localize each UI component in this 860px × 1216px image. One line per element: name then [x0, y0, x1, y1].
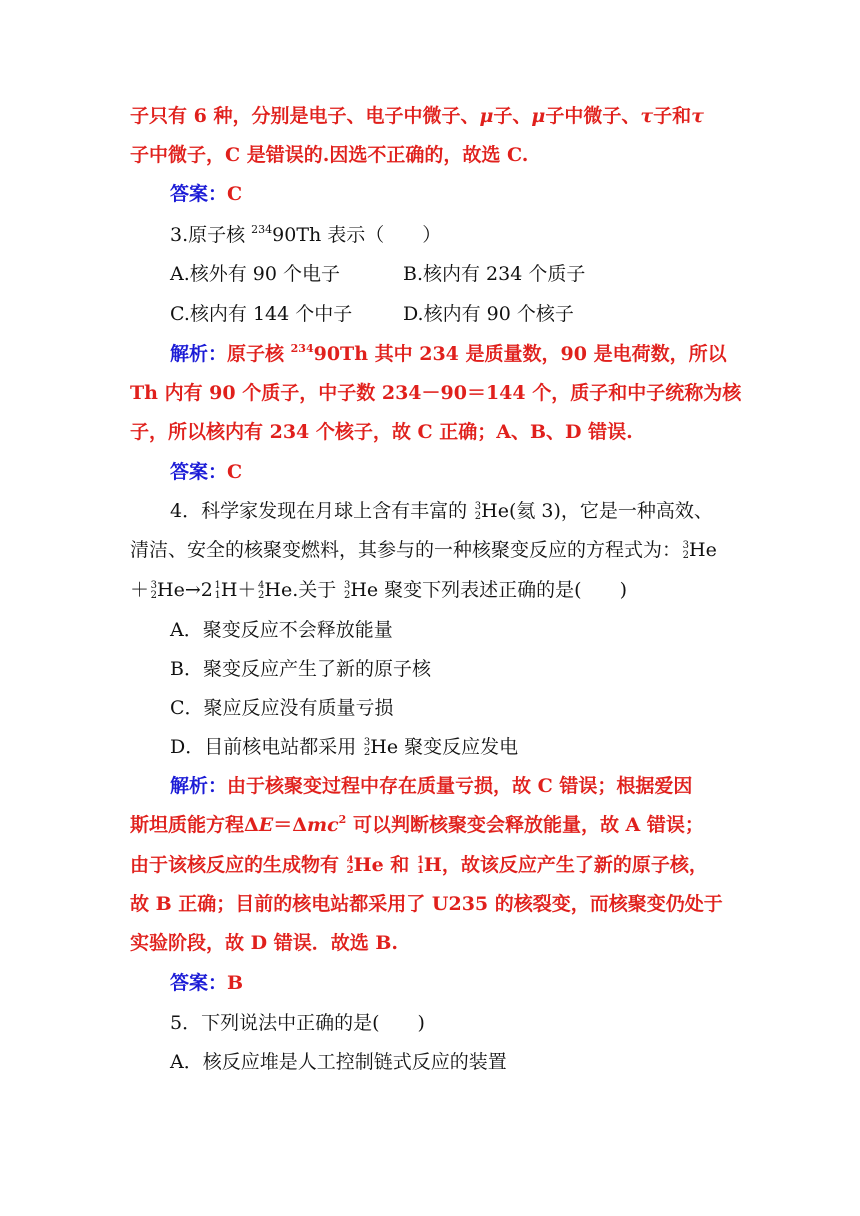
- explanation-4-line-3: [130, 852, 708, 878]
- charge-number: 2: [363, 747, 371, 758]
- mass-number-superscript: 234: [251, 223, 273, 236]
- charge-number: 2: [346, 865, 354, 876]
- text-segment: 90Th 表示（ ）: [272, 224, 442, 246]
- question-5: 5．下列说法中正确的是( ): [170, 1012, 425, 1034]
- mass-number: 4: [258, 580, 265, 591]
- text-segment: 4．科学家发现在月球上含有丰富的: [170, 500, 474, 522]
- question-3-option-c: C.核内有 144 个中子: [170, 303, 353, 325]
- charge-number: 1: [214, 590, 221, 601]
- tau-symbol: τ: [691, 105, 704, 127]
- answer-label: 答案：: [170, 183, 228, 205]
- question-4-line-2: [130, 537, 717, 563]
- question-3-option-a: A.核外有 90 个电子: [170, 263, 341, 285]
- charge-number: 2: [150, 590, 158, 601]
- isotope-he3: [149, 581, 157, 601]
- isotope-he3: [342, 581, 350, 601]
- text-segment: 子中微子、: [545, 105, 641, 127]
- explanation-3-line-1: [170, 341, 727, 370]
- text-segment: He(氦 3)，它是一种高效、: [481, 500, 713, 522]
- answer-block-1: [170, 181, 242, 207]
- energy-symbol: E: [258, 814, 274, 836]
- answer-block-4: [170, 970, 243, 996]
- mass-number: 1: [214, 580, 221, 591]
- charge-number: 2: [343, 590, 351, 601]
- text-segment: He 聚变反应发电: [370, 736, 519, 758]
- charge-number: 1: [416, 865, 424, 876]
- text-segment: H＋: [220, 579, 257, 601]
- answer-value: B: [227, 972, 244, 994]
- explanation-continuation-line-1: [130, 103, 704, 129]
- question-3-option-d: D.核内有 90 个核子: [403, 303, 574, 325]
- text-segment: 原子核: [227, 343, 291, 365]
- explanation-4-line-5: 实验阶段，故 D 错误．故选 B.: [130, 932, 398, 954]
- explanation-label: 解析：: [170, 343, 228, 365]
- question-5-option-a: A．核反应堆是人工控制链式反应的装置: [170, 1051, 507, 1073]
- explanation-continuation-line-2: 子中微子，C 是错误的.因选不正确的，故选 C.: [130, 144, 529, 166]
- explanation-3-line-2: Th 内有 90 个质子，中子数 234－90＝144 个，质子和中子统称为核: [130, 382, 742, 404]
- explanation-3-line-3: 子，所以核内有 234 个核子，故 C 正确；A、B、D 错误.: [130, 421, 633, 443]
- isotope-he3: [473, 502, 481, 522]
- isotope-he4: [256, 581, 264, 601]
- text-segment: 清洁、安全的核聚变燃料，其参与的一种核聚变反应的方程式为：: [130, 539, 682, 561]
- question-3: [170, 222, 441, 251]
- question-4-line-3: [130, 577, 627, 603]
- mass-number-superscript: 234: [290, 342, 314, 355]
- isotope-he4: [346, 856, 354, 876]
- text-segment: H，故该反应产生了新的原子核，: [423, 854, 708, 876]
- text-segment: 由于该核反应的生成物有: [130, 854, 346, 876]
- question-4-option-a: A．聚变反应不会释放能量: [170, 619, 393, 641]
- answer-value: C: [227, 461, 243, 483]
- text-segment: D．目前核电站都采用: [170, 736, 363, 758]
- explanation-4-line-2: [130, 812, 704, 841]
- mass-number: 3: [474, 501, 482, 512]
- charge-number: 2: [258, 590, 265, 601]
- tau-symbol: τ: [640, 105, 654, 127]
- answer-value: C: [227, 183, 243, 205]
- mass-c-symbol: mc: [306, 814, 339, 836]
- question-4-option-d: [170, 734, 518, 760]
- exponent: 2: [338, 813, 347, 826]
- answer-label: 答案：: [170, 461, 228, 483]
- text-segment: He.关于: [264, 579, 343, 601]
- mass-number: 1: [416, 855, 424, 866]
- isotope-h1: [213, 581, 221, 601]
- mass-number: 3: [150, 580, 158, 591]
- question-4-option-c: C．聚应反应没有质量亏损: [170, 697, 394, 719]
- explanation-label: 解析：: [170, 775, 228, 797]
- question-4-line-1: [170, 498, 713, 524]
- question-3-option-b: B.核内有 234 个质子: [403, 263, 586, 285]
- mu-symbol: μ: [479, 105, 494, 127]
- isotope-he3: [362, 738, 370, 758]
- text-segment: 子、: [493, 105, 532, 127]
- text-segment: He→2: [157, 579, 213, 601]
- isotope-h1: [416, 856, 424, 876]
- explanation-4-line-1: [170, 773, 692, 799]
- text-segment: 斯坦质能方程Δ: [130, 814, 259, 836]
- charge-number: 2: [474, 511, 482, 522]
- text-segment: 子只有 6 种，分别是电子、电子中微子、: [130, 105, 480, 127]
- explanation-4-line-4: 故 B 正确；目前的核电站都采用了 U235 的核裂变，而核聚变仍处于: [130, 893, 723, 915]
- answer-block-3: [170, 459, 242, 485]
- answer-label: 答案：: [170, 972, 228, 994]
- charge-number: 2: [682, 550, 690, 561]
- mass-number: 3: [682, 540, 690, 551]
- text-segment: He: [689, 539, 717, 561]
- text-segment: 3.原子核: [170, 224, 252, 246]
- text-segment: ＝Δ: [273, 814, 307, 836]
- isotope-he3: [681, 541, 689, 561]
- mass-number: 3: [363, 737, 371, 748]
- text-segment: 可以判断核聚变会释放能量，故 A 错误；: [346, 814, 704, 836]
- mu-symbol: μ: [531, 105, 546, 127]
- question-4-option-b: B．聚变反应产生了新的原子核: [170, 658, 431, 680]
- text-segment: 由于核聚变过程中存在质量亏损，故 C 错误；根据爱因: [227, 775, 693, 797]
- text-segment: ＋: [130, 579, 150, 601]
- mass-number: 3: [343, 580, 351, 591]
- text-segment: He 和: [353, 854, 416, 876]
- text-segment: He 聚变下列表述正确的是( ): [350, 579, 628, 601]
- mass-number: 4: [346, 855, 354, 866]
- text-segment: 90Th 其中 234 是质量数，90 是电荷数，所以: [313, 343, 727, 365]
- text-segment: 子和: [653, 105, 692, 127]
